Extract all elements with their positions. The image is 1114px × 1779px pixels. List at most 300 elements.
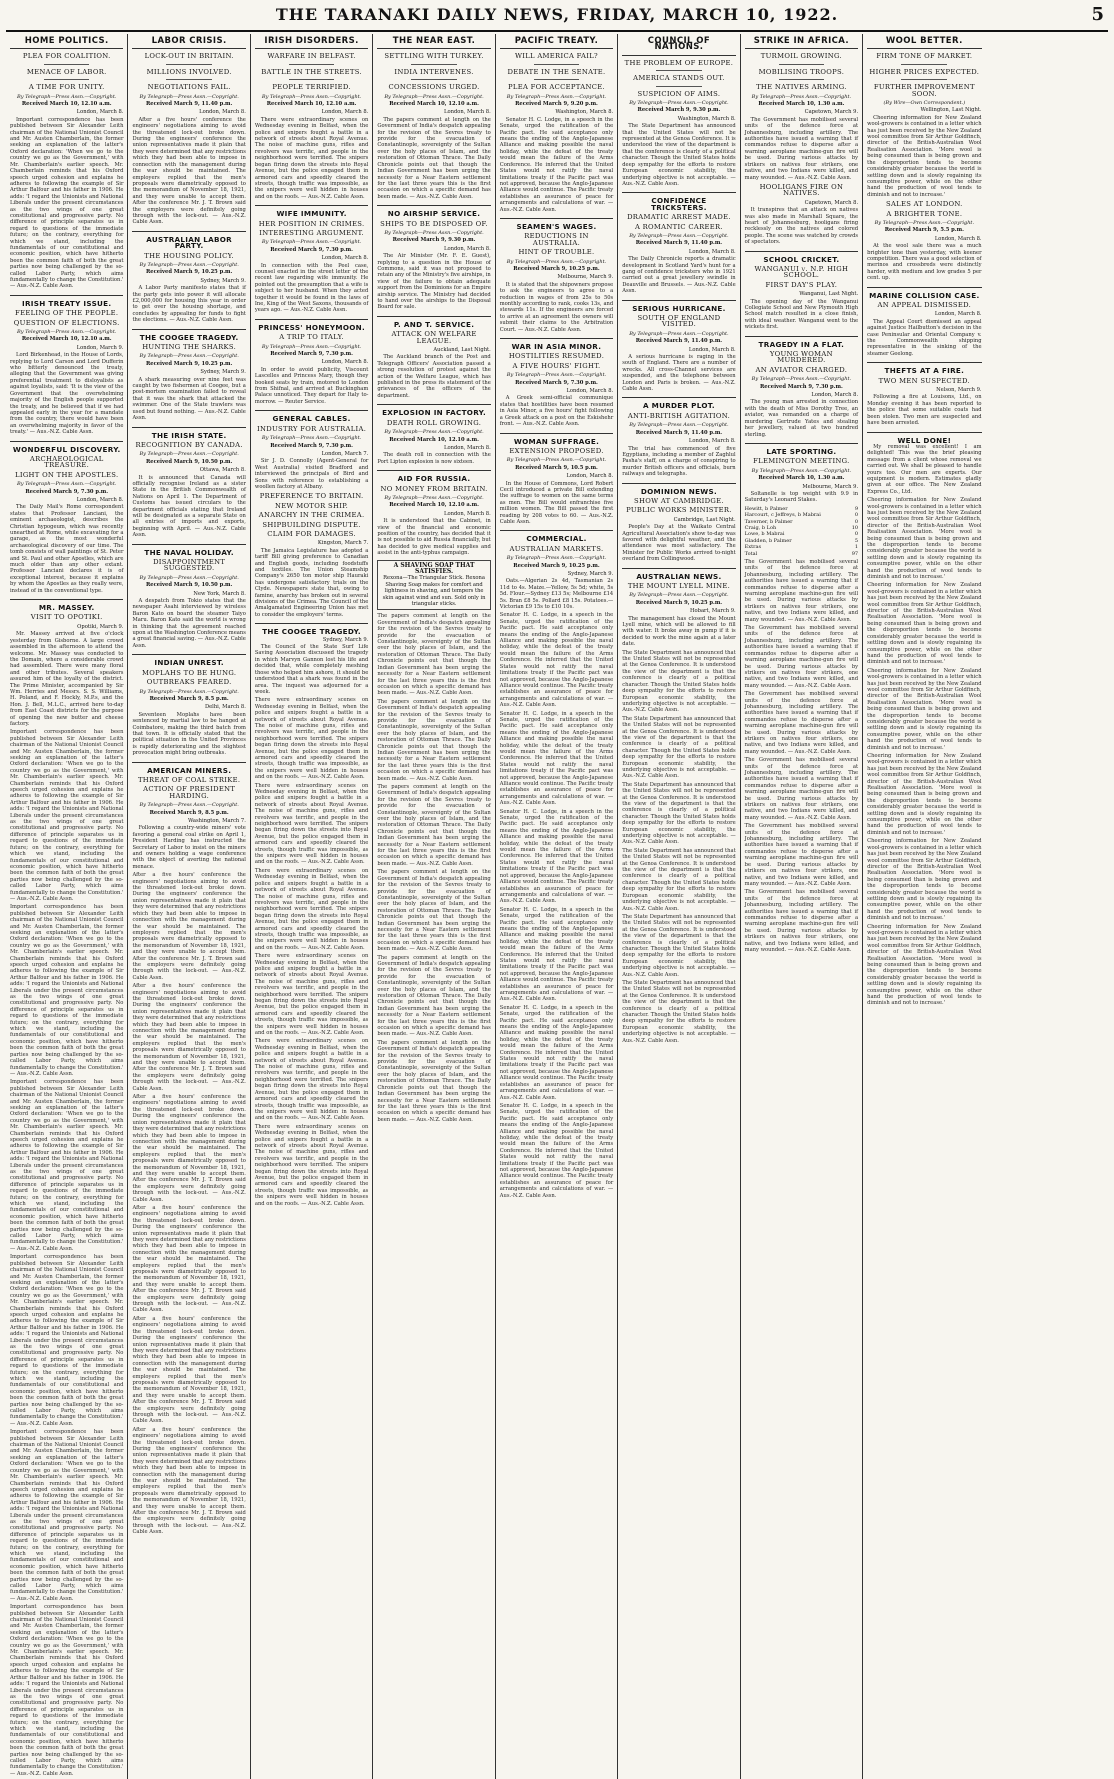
article-headline: DOMINION NEWS. xyxy=(622,483,735,495)
article-body: There were extraordinary scenes on Wednesday evening in Belfast, when the police and snipers fought a battle in a network of streets about Royal Avenue. The noise of machine guns, rifles and revolvers was terrific, and people in the neighborhood were terrified. The snipers began firing down the streets into Royal Avenue, but the police engaged them in armored cars and speedily cleared the streets, though traffic was impossible, as the snipers were well hidden in houses and on the roofs. — Aus.-N.Z. Cable Assn. xyxy=(254,1123,369,1207)
article-body: Cheering information for New Zealand wool-growers is contained in a letter which has just been received by the New Zealand wool committee from Sir Arthur Goldfinch, director of the British-Australian Wool Realisation Association. 'More wool is being consumed than is being grown and the disproportion tends to become considerably greater because the world is settling down and is slowly regaining its consumptive power, while on the other hand the production of wool tends to diminish and not to increase.' xyxy=(867,753,982,836)
headline-deck: HER POSITION IN CRIMES. xyxy=(258,219,365,228)
dateline: London, March 8. xyxy=(934,235,982,242)
received-time: Received March 9, 7.30 p.m. xyxy=(760,383,843,390)
article-body: The State Department has announced that the United States will not be represented at the Genoa Conference. It is understood the view of the department is that the conference is clearly of a political character. Though the United States holds deep sympathy for the efforts to restore European economic stability, the underlying objective is not acceptable. — Aus.-N.Z. Cable Assn. xyxy=(622,979,736,1044)
wire-byline: By Telegraph—Press Assn.—Copyright. xyxy=(506,372,607,379)
article-body: There were extraordinary scenes on Wednesday evening in Belfast, when the police and snipers fought a battle in a network of streets about Royal Avenue. The noise of machine guns, rifles and revolvers was terrific, and people in the neighborhood were terrified. The snipers began firing down the streets into Royal Avenue, but the police engaged them in armored cars and speedily cleared the streets, though traffic was impossible, as the snipers were well hidden in houses and on the roofs. — Aus.-N.Z. Cable Assn. xyxy=(254,116,369,200)
received-time: Received March 9, 10.25 p.m. xyxy=(513,265,600,272)
headline-deck: THE MOUNT LYELL MINE. xyxy=(627,582,731,590)
runs: 9 xyxy=(854,505,859,512)
wire-byline: By Telegraph—Press Assn.—Copyright. xyxy=(751,376,852,383)
dateline: London, March 8. xyxy=(321,109,369,116)
article-body: The State Department has announced that the United States will not be represented at the Genoa Conference. It is understood the view of the department is that the conference is clearly of a political character. Though the United States holds deep sympathy for the efforts to restore European economic stability, the underlying objective is not acceptable. — Aus.-N.Z. Cable Assn. xyxy=(622,781,736,846)
article-body: Cheering information for New Zealand wool-growers is contained in a letter which has just been received by the New Zealand wool committee from Sir Arthur Goldfinch, director of the British-Australian Wool Realisation Association. 'More wool is being consumed than is being grown and the disproportion tends to become considerably greater because the world is settling down and is slowly regaining its consumptive power, while on the other hand the production of wool tends to diminish and not to increase.' xyxy=(867,923,982,1007)
article-body: Sir J. D. Connolly (Agent-General for West Australia) visited Bradford and interviewed the principals of Bird and Sons with reference to establishing a woollen factory at Albany. xyxy=(254,458,369,490)
received-time: Received March 9, 10.25 p.m. xyxy=(145,360,233,367)
ad-headline: A SHAVING SOAP THAT SATISFIES. xyxy=(393,561,475,575)
article-headline: IRISH TREATY ISSUE. xyxy=(10,295,123,307)
article-body: The opening day of the Wanganui Collegiate School and New Plymouth High School match resulted in a close finish, with ideal weather. Wanganui went to the wickets first. xyxy=(744,298,859,331)
column-headline: HOME POLITICS. xyxy=(10,34,123,49)
headline-deck: PREFERENCE TO BRITAIN. xyxy=(259,492,364,501)
article-body: After a five hours' conference the engineers' negotiations aiming to avoid the threatened lock-out broke down. During the engineers' conference the union representatives made it plain that they were determined that any restrictions which they had been able to impose in connection with the management during the war should be maintained. The employers replied that the men's proposals were diametrically opposed to the memorandum of November 18, 1921, and they were unable to accept them. After the conference Mr. J. T. Brown said the employers were definitely going through with the lock-out. — Aus.-N.Z. Cable Assn. xyxy=(132,1426,246,1536)
received-time: Received March 10, 12.10 a.m. xyxy=(21,336,112,343)
article-body: Important correspondence has been published between Sir Alexander Leith chairman of the National Unionist Council and Mr. Austen Chamberlain, the former seeking an explanation of the latter's Oxford declaration: 'When we go to the country we go as the Government,' with Mr. Chamberlain's earlier speech. Mr. Chamberlain reminds that his Oxford speech urged cohesion and explains he adheres to following the example of Sir Arthur Balfour and his father in 1906. He adds: 'I regard the Unionists and National Liberals under the present circumstances as the two wings of one great constitutional and progressive party. No difference of principle separates us in regard to questions of the immediate future; on the contrary, everything for which we stand, including the fundamentals of our constitutional and economic position, which have hitherto been the common faith of both the great parties now being challenged by the so-called Labor Party, which aims fundamentally to change the Constitution.' — Aus.-N.Z. Cable Assn. xyxy=(10,1429,124,1602)
wire-byline: By Telegraph—Press Assn.—Copyright. xyxy=(506,555,607,562)
headline-deck: AUSTRALIAN MARKETS. xyxy=(509,544,604,553)
headline-deck: A TIME FOR UNITY. xyxy=(28,83,105,92)
headline-deck: FIRST DAY'S PLAY. xyxy=(765,280,838,289)
article-body: The State Department has announced that the United States will not be represented at the Genoa Conference. It is understood the view of the department is that the conference is clearly of a political character. Though the United States holds deep sympathy for the efforts to restore European economic stability, the underlying objective is not acceptable. — Aus.-N.Z. Cable Assn. xyxy=(622,913,736,978)
deck-divider xyxy=(166,79,211,80)
received-time: Received March 9, 5.5 p.m. xyxy=(884,227,964,234)
wire-byline: By Telegraph—Press Assn.—Copyright. xyxy=(139,93,239,100)
article-body: Cheering information for New Zealand wool-growers is contained in a letter which has just been received by the New Zealand wool committee from Sir Arthur Goldfinch, director of the British-Australian Wool Realisation Association. 'More wool is being consumed than is being grown and the disproportion tends to become considerably greater because the world is settling down and is slowly regaining its consumptive power, while on the other hand the production of wool tends to diminish and not to increase.' xyxy=(867,582,982,666)
dateline: Auckland, Last Night. xyxy=(433,347,491,354)
article-headline: THE COOGEE TRAGEDY. xyxy=(132,329,245,341)
wire-byline: By Telegraph—Press Assn.—Copyright. xyxy=(629,422,729,429)
article-body: The papers comment at length on the Government of India's despatch appealing for the revision of the Sevres treaty to provide for the evacuation of Constantinople, sovereignty of the Sultan over the holy places of Islam, and the restoration of Ottoman Thrace. The Daily Chronicle points out that though the Indian Government has been urging the necessity for a Near Eastern settlement for the last three years this is the first occasion on which a specific demand has been made. — Aus.-N.Z. Cable Assn. xyxy=(377,613,491,697)
dateline: Washington, March 8. xyxy=(677,115,736,122)
dateline: London, March 9. xyxy=(76,344,124,351)
article-body: The State Department has announced that the United States will not be represented at the Genoa Conference. It is understood the view of the department is that the conference is clearly of a political character. Though the United States holds deep sympathy for the efforts to restore European economic stability, the underlying objective is not acceptable. — Aus.-N.Z. Cable Assn. xyxy=(622,847,736,912)
wire-byline: By Telegraph—Press Assn.—Copyright. xyxy=(629,330,729,337)
headline-deck: ANARCHY IN THE CRIMEA. xyxy=(258,511,365,520)
dateline: Nelson, March 9. xyxy=(936,387,982,394)
wire-byline: By Telegraph—Press Assn.—Copyright. xyxy=(261,435,362,442)
headline-deck: TURMOIL GROWING. xyxy=(760,52,842,61)
article-body: Mr. Massey arrived at five o'clock yesterday from Gisborne. A large crowd assembled in the afternoon to attend the welcome. Mr. Massey was conducted to the Domain, where a considerable crowd had assembled. There were many floral and other tributes. Several speakers assured him of the loyalty of the district. The Prime Minister, accompanied by Sir Wm. Herries and Messrs. S. S. Williams, H. Poland, and F. Hockly, M.P.s, and the Hon. J. Bell, M.L.C., arrived here to-day from East Coast districts for the purpose of opening the new butter and cheese factory. xyxy=(10,631,124,727)
received-time: Received March 10, 1.30 a.m. xyxy=(758,475,845,482)
received-time: Received March 9, 10.50 p.m. xyxy=(145,582,233,589)
column-headline: WOOL BETTER. xyxy=(867,34,981,49)
headline-deck: SHIPBUILDING DISPUTE. xyxy=(262,520,361,529)
wire-byline: By Telegraph—Press Assn.—Copyright. xyxy=(17,329,117,336)
dateline: Sydney, March 9. xyxy=(322,636,369,643)
article-body: After a five hours' conference the engineers' negotiations aiming to avoid the threatened lock-out broke down. During the engineers' conference the union representatives made it plain that they were determined that any restrictions which they had been able to impose in connection with the management during the war should be maintained. The employers replied that the men's proposals were diametrically opposed to the memorandum of November 18, 1921, and they were unable to accept them. After the conference Mr. J. T. Brown said the employers were definitely going through with the lock-out. — Aus.-N.Z. Cable Assn. xyxy=(132,1315,246,1425)
article-body: Oats.—Algerian 2s 4d, Tasmanian 2s 11d to 4s. Maize.—Yellow, 5s 5d; white, 5s 5d. Flour.—Sydney £13 5s; Melbourne £14 5s. Bran £8 5s. Pollard £8 15s. Potatoes.—Victorian £9 15s to £10 10s. xyxy=(499,578,614,611)
headline-deck: HIGHER PRICES EXPECTED. xyxy=(869,67,980,76)
headline-deck: PLEA FOR COALITION. xyxy=(22,52,111,61)
article-body: A Greek semi-official communique states that hostilities have been resumed in Asia Minor, a five hours' fight following a Greek attack on a post on the Eskishehr front. — Aus.-N.Z. Cable Assn. xyxy=(499,395,614,428)
wire-byline: By Telegraph—Press Assn.—Copyright. xyxy=(139,353,239,360)
news-column xyxy=(373,34,495,1779)
runs: 1 xyxy=(854,544,859,551)
article-body: The management has closed the Mount Lyell mine, which will be allowed to fill with water. It broke away in pump if it is decided to work the mine again at a later date. xyxy=(622,615,736,648)
received-time: Received March 9, 10.25 p.m. xyxy=(145,269,233,276)
article-body: Seventeen Moplahs have been sentenced by martial law to be hanged at Coimbatore, making the third batch from that town. It is officially stated that the political situation in the United Provinces is rapidly deteriorating and the slightest provocation might bring outbreaks. xyxy=(132,711,246,757)
article-body: The Daily Chronicle reports a dramatic development in Scotland Yard's hunt for a gang of confidence tricksters who in 1921 carried out a great jewellery swindle in Deauville and Brussels. — Aus.-N.Z. Cable Assn. xyxy=(622,256,736,295)
dateline: London, March 8. xyxy=(688,248,736,255)
news-column xyxy=(128,34,250,1779)
column-headline: LABOR CRISIS. xyxy=(132,34,245,49)
article-body: Senator H. C. Lodge, in a speech in the Senate, urged the ratification of the Pacific pact. He said acceptance only means the ending of the Anglo-Japanese Alliance and making possible the naval holiday, while the defeat of the treaty would mean the failure of the Arms Conference. He inferred that the United States would not ratify the naval limitations treaty if the Pacific pact was not approved, because the Anglo-Japanese Alliance would continue. The Pacific treaty establishes an assurance of peace for arrangements and calculations of war. — Aus.-N.Z. Cable Assn. xyxy=(499,710,614,807)
received-time: Received March 10, 12.10 a.m. xyxy=(389,436,479,443)
dateline: London, March 8. xyxy=(688,346,736,353)
deck-divider xyxy=(656,70,701,71)
article-body: Important correspondence has been published between Sir Alexander Leith chairman of the National Unionist Council and Mr. Austen Chamberlain, the former seeking an explanation of the latter's Oxford declaration: 'When we go to the country we go as the Government,' with Mr. Chamberlain's earlier speech. Mr. Chamberlain reminds that his Oxford speech urged cohesion and explains he adheres to following the example of Sir Arthur Balfour and his father in 1906. He adds: 'I regard the Unionists and National Liberals under the present circumstances as the two wings of one great constitutional and progressive party. No difference of principle separates us in regard to questions of the immediate future; on the contrary, everything for which we stand, including the fundamentals of our constitutional and economic position, which have hitherto been the common faith of both the great parties now being challenged by the so-called Labor Party, which aims fundamentally to change the Constitution.' — Aus.-N.Z. Cable Assn. xyxy=(10,1254,124,1427)
article-headline: CONFIDENCE TRICKSTERS. xyxy=(622,192,735,211)
headline-deck: THE NATIVES ARMING. xyxy=(756,83,847,92)
column-headline: STRIKE IN AFRICA. xyxy=(745,34,858,49)
article-headline: WONDERFUL DISCOVERY. xyxy=(10,441,123,453)
headline-deck: REDUCTIONS IN AUSTRALIA. xyxy=(524,232,589,247)
article-body: The Government has mobilised several units of the defence force at Johannesburg, including artillery. The authorities have issued a warning that if commandos refuse to disperse after a warning aeroplane machine-gun fire will be used. During various attacks by strikers on natives four strikers, one native, and two Indians were killed, and many wounded. — Aus.-N.Z. Cable Assn. xyxy=(744,889,859,953)
headline-deck: AN APPEAL DISMISSED. xyxy=(877,301,972,309)
article-headline: AUSTRALIAN NEWS. xyxy=(622,568,735,580)
article-headline: INDIAN UNREST. xyxy=(132,654,245,666)
news-column xyxy=(6,34,128,1779)
headline-deck: PUBLIC WORKS MINISTER. xyxy=(626,506,732,515)
headline-deck: THREAT OF COAL STRIKE. xyxy=(137,775,241,784)
article-body: My removal was excellent! I am delighted! This was the brief pleasing message from a client whose removal we carried out. We shall be pleased to handle yours too. Our men are experts. Our equipment is modern. Estimates gladly given at our office. The New Zealand Express Co., Ltd. xyxy=(867,443,982,495)
wire-byline: By Telegraph—Press Assn.—Copyright. xyxy=(506,258,607,265)
article-body: After a five hours' conference the engineers' negotiations aiming to avoid the threatened lock-out broke down. During the engineers' conference the union representatives made it plain that they were determined that any restrictions which they had been able to impose in connection with the management during the war should be maintained. The employers replied that the men's proposals were diametrically opposed to the memorandum of November 18, 1921, and they were unable to accept them. After the conference Mr. J. T. Brown said the employers were definitely going through with the lock-out. — Aus.-N.Z. Cable Assn. xyxy=(132,1204,246,1314)
received-time: Received March 10, 12.10 a.m. xyxy=(21,101,112,108)
wire-byline: By Telegraph—Press Assn.—Copyright. xyxy=(384,229,484,236)
news-column xyxy=(863,34,985,1779)
dateline: London, March 8. xyxy=(444,444,491,451)
article-body: Cheering information for New Zealand wool-growers is contained in a letter which has just been received by the New Zealand wool committee from Sir Arthur Goldfinch, director of the British-Australian Wool Realisation Association. 'More wool is being consumed than is being grown and the disproportion tends to become considerably greater because the world is settling down and is slowly regaining its consumptive power, while on the other hand the production of wool tends to diminish and not to increase.' xyxy=(867,838,982,922)
wire-byline: By Telegraph—Press Assn.—Copyright. xyxy=(139,802,239,809)
dateline: London, March 8. xyxy=(811,392,859,399)
article-body: Senator H. C. Lodge, in a speech in the Senate, urged the ratification of the Pacific pact. He said acceptance only means the ending of the Anglo-Japanese Alliance and making possible the naval holiday, while the defeat of the treaty would mean the failure of the Arms Conference. He inferred that the United States would not ratify the naval limitations treaty if the Pacific pact was not approved, because the Anglo-Japanese Alliance would continue. The Pacific treaty establishes an assurance of peace for arrangements and calculations of war. — Aus.-N.Z. Cable Assn. xyxy=(499,1102,614,1199)
deck-divider xyxy=(166,64,211,65)
article-body: Senator H. C. Lodge, in a speech in the Senate, urged the ratification of the Pacific pact. He said acceptance only means the ending of the Anglo-Japanese Alliance and making possible the naval holiday, while the defeat of the treaty would mean the failure of the Arms Conference. He inferred that the United States would not ratify the naval limitations treaty if the Pacific pact was not approved, because the Anglo-Japanese Alliance would continue. The Pacific treaty establishes an assurance of peace for arrangements and calculations of war. — Aus.-N.Z. Cable Assn. xyxy=(499,612,614,709)
dateline: London, March 8. xyxy=(199,109,246,116)
wire-byline: By Telegraph—Press Assn.—Copyright. xyxy=(17,93,117,100)
deck-divider xyxy=(44,79,89,80)
article-body: The papers comment at length on the Government of India's despatch appealing for the revision of the Sevres treaty to provide for the evacuation of Constantinople, sovereignty of the Sultan over the holy places of Islam, and the restoration of Ottoman Thrace. The Daily Chronicle points out that though the Indian Government has been urging the necessity for a Near Eastern settlement for the last three years this is the first occasion on which a specific demand has been made. — Aus.-N.Z. Cable Assn. xyxy=(377,698,491,782)
dateline: London, March 8. xyxy=(444,510,491,517)
dateline: London, March 8. xyxy=(444,245,491,252)
headline-deck: MOPLAHS TO BE HUNG. xyxy=(142,668,237,677)
headline-deck: A FIVE HOURS' FIGHT. xyxy=(512,361,601,370)
received-time: Received March 9, 9.30 p.m. xyxy=(392,237,476,244)
headline-deck: ACTION OF PRESIDENT HARDING. xyxy=(143,785,236,800)
article-body: The papers comment at length on the Government of India's despatch appealing for the revision of the Sevres treaty to provide for the evacuation of Constantinople, sovereignty of the Sultan over the holy places of Islam, and the restoration of Ottoman Thrace. The Daily Chronicle points out that though the Indian Government has been urging the necessity for a Near Eastern settlement for the last three years this is the first occasion on which a specific demand has been made. — Aus.-N.Z. Cable Assn. xyxy=(377,116,491,200)
wire-byline: By Telegraph—Press Assn.—Copyright. xyxy=(384,93,484,100)
dateline: Wanganui, Last Night. xyxy=(799,291,859,298)
headline-deck: EXTENSION PROPOSED. xyxy=(509,446,604,455)
runs: 0 xyxy=(854,512,859,519)
dateline: London, March 8. xyxy=(566,473,614,480)
received-time: Received March 9, 11.40 p.m. xyxy=(635,240,723,247)
runs: 0 xyxy=(854,531,859,538)
article-body: Cheering information for New Zealand wool-growers is contained in a letter which has just been received by the New Zealand wool committee from Sir Arthur Goldfinch, director of the British-Australian Wool Realisation Association. 'More wool is being consumed than is being grown and the disproportion tends to become considerably greater because the world is settling down and is slowly regaining its consumptive power, while on the other hand the production of wool tends to diminish and not to increase.' xyxy=(867,497,982,581)
article-headline: P. AND T. SERVICE. xyxy=(377,316,490,328)
wire-byline: By Telegraph—Press Assn.—Copyright. xyxy=(629,592,729,599)
deck-divider xyxy=(534,79,579,80)
dateline: London, March 8. xyxy=(934,311,982,318)
article-body: The death roll in connection with the Port Lipton explosion is now sixteen. xyxy=(377,452,491,465)
ad-text: Rexona—The Triangular Stick. Rexona Shaving Soap makes for comfort and lightness in shaving, and tempers the skin against wind and sun. Sold only in triangular sticks. xyxy=(382,575,486,608)
wire-byline: By Telegraph—Press Assn.—Copyright. xyxy=(506,93,607,100)
wire-byline: By Telegraph—Press Assn.—Copyright. xyxy=(629,232,729,239)
article-body: The Government has mobilised several units of the defence force at Johannesburg, including artillery. The authorities have issued a warning that if commandos refuse to disperse after a warning aeroplane machine-gun fire will be used. During various attacks by strikers on natives four strikers, one native, and two Indians were killed, and many wounded. — Aus.-N.Z. Cable Assn. xyxy=(744,116,859,181)
article-body: The Government has mobilised several units of the defence force at Johannesburg, including artillery. The authorities have issued a warning that if commandos refuse to disperse after a warning aeroplane machine-gun fire will be used. During various attacks by strikers on natives four strikers, one native, and two Indians were killed, and many wounded. — Aus.-N.Z. Cable Assn. xyxy=(744,625,859,689)
column-headline: COUNCIL OF NATIONS. xyxy=(622,34,735,56)
received-time: Received March 9, 10.25 p.m. xyxy=(513,562,600,569)
article-body: It is announced that Canada will officially recognise Ireland as a sister State in the British Commonwealth of Nations on April 1. The Department of Customs has issued circulars to the department officials stating that Ireland will be designated as a separate State on all entries of imports and exports, beginning with April. — Aus.-N.Z. Cable Assn. xyxy=(132,474,246,539)
dateline: Washington, March 8. xyxy=(555,109,614,116)
headline-deck: SHIPS TO BE DISPOSED OF. xyxy=(380,219,488,228)
wire-byline: By Telegraph—Press Assn.—Copyright. xyxy=(506,457,607,464)
dateline: Hobart, March 9. xyxy=(690,608,736,615)
article-headline: WELL DONE! xyxy=(867,432,981,444)
article-body: Important correspondence has been published between Sir Alexander Leith chairman of the National Unionist Council and Mr. Austen Chamberlain, the former seeking an explanation of the latter's Oxford declaration: 'When we go to the country we go as the Government,' with Mr. Chamberlain's earlier speech. Mr. Chamberlain reminds that his Oxford speech urged cohesion and explains he adheres to following the example of Sir Arthur Balfour and his father in 1906. He adds: 'I regard the Unionists and National Liberals under the present circumstances as the two wings of one great constitutional and progressive party. No difference of principle separates us in regard to questions of the immediate future; on the contrary, everything for which we stand, including the fundamentals of our constitutional and economic position, which have hitherto been the common faith of both the great parties now being challenged by the so-called Labor Party, which aims fundamentally to change the Constitution.' — Aus.-N.Z. Cable Assn. xyxy=(10,729,124,902)
article-body: Senator H. C. Lodge, in a speech in the Senate, urged the ratification of the Pacific pact. He said acceptance only means the ending of the Anglo-Japanese Alliance and making possible the naval holiday, while the defeat of the treaty would mean the failure of the Arms Conference. He inferred that the United States would not ratify the naval limitations treaty if the Pacific pact was not approved, because the Anglo-Japanese Alliance would continue. The Pacific treaty establishes an assurance of peace for arrangements and calculations of war. — Aus.-N.Z. Cable Assn. xyxy=(499,906,614,1003)
headline-deck: TWO MEN SUSPECTED. xyxy=(878,376,970,385)
article-body: The Government has mobilised several units of the defence force at Johannesburg, including artillery. The authorities have issued a warning that if commandos refuse to disperse after a warning aeroplane machine-gun fire will be used. During various attacks by strikers on natives four strikers, one native, and two Indians were killed, and many wounded. — Aus.-N.Z. Cable Assn. xyxy=(744,691,859,755)
article-body: There were extraordinary scenes on Wednesday evening in Belfast, when the police and snipers fought a battle in a network of streets about Royal Avenue. The noise of machine guns, rifles and revolvers was terrific, and people in the neighborhood were terrified. The snipers began firing down the streets into Royal Avenue, but the police engaged them in armored cars and speedily cleared the streets, though traffic was impossible, as the snipers were well hidden in houses and on the roofs. — Aus.-N.Z. Cable Assn. xyxy=(254,867,369,951)
article-body: Important correspondence has been published between Sir Alexander Leith chairman of the National Unionist Council and Mr. Austen Chamberlain, the former seeking an explanation of the latter's Oxford declaration: 'When we go to the country we go as the Government,' with Mr. Chamberlain's earlier speech. Mr. Chamberlain reminds that his Oxford speech urged cohesion and explains he adheres to following the example of Sir Arthur Balfour and his father in 1906. He adds: 'I regard the Unionists and National Liberals under the present circumstances as the two wings of one great constitutional and progressive party. No difference of principle separates us in regard to questions of the immediate future; on the contrary, everything for which we stand, including the fundamentals of our constitutional and economic position, which have hitherto been the common faith of both the great parties now being challenged by the so-called Labor Party, which aims fundamentally to change the Constitution.' — Aus.-N.Z. Cable Assn. xyxy=(10,904,124,1077)
received-time: Received March 9, 7.30 p.m. xyxy=(270,351,353,358)
headline-deck: FLEMINGTON MEETING. xyxy=(753,457,850,466)
headline-deck: PEOPLE TERRIFIED. xyxy=(272,83,351,92)
article-headline: GENERAL CABLES. xyxy=(255,410,368,422)
received-time: Received March 9, 7.30 p.m. xyxy=(270,246,353,253)
article-headline: WOMAN SUFFRAGE. xyxy=(500,433,613,445)
headline-deck: DEATH ROLL GROWING. xyxy=(386,418,482,427)
article-body: There were extraordinary scenes on Wednesday evening in Belfast, when the police and snipers fought a battle in a network of streets about Royal Avenue. The noise of machine guns, rifles and revolvers was terrific, and people in the neighborhood were terrified. The snipers began firing down the streets into Royal Avenue, but the police engaged them in armored cars and speedily cleared the streets, though traffic was impossible, as the snipers were well hidden in houses and on the roofs. — Aus.-N.Z. Cable Assn. xyxy=(254,697,369,781)
headline-deck: HINT OF TROUBLE. xyxy=(518,248,595,257)
article-body: Cheering information for New Zealand wool-growers is contained in a letter which has just been received by the New Zealand wool committee from Sir Arthur Goldfinch, director of the British-Australian Wool Realisation Association. 'More wool is being consumed than is being grown and the disproportion tends to become considerably greater because the world is settling down and is slowly regaining its consumptive power, while on the other hand the production of wool tends to diminish and not to increase.' xyxy=(867,114,982,198)
received-time: Received March 9, 8.5 p.m. xyxy=(149,695,229,702)
article-headline: A MURDER PLOT. xyxy=(622,397,735,409)
wire-byline: By Telegraph—Press Assn.—Copyright. xyxy=(384,429,484,436)
received-time: Received March 9, 10.50 p.m. xyxy=(145,458,233,465)
article-headline: THE COOGEE TRAGEDY. xyxy=(255,623,368,635)
dateline: Capetown, March 8. xyxy=(804,199,859,206)
batsman: Hewitt, b Palmer xyxy=(744,505,788,512)
deck-divider xyxy=(656,86,701,87)
deck-divider xyxy=(289,64,334,65)
article-body: A serious hurricane is raging in the south of England. There are a number of wrecks. All cross-Channel services are suspended, and the telephone between London and Paris is broken. — Aus.-N.Z. Cable Assn. xyxy=(622,354,736,393)
deck-divider xyxy=(901,64,947,65)
article-body: Lord Birkenhead, in the House of Lords, replying to Lord Carson and Lord Dufferin who bitterly denounced the treaty, alleging that the Government was giving preferential treatment to disloyalists as against loyalists, said: 'It is the view of the Government that the overwhelming majority of the English people supported the treaty, and he believed that if we had appealed early in the year for a mandate from the country, there would have been an overwhelming majority in favor of the treaty.' — Aus.-N.Z. Cable Assn. xyxy=(10,352,124,436)
headline-deck: FIRM TONE OF MARKET. xyxy=(876,52,973,61)
article-headline: AMERICAN MINERS. xyxy=(132,762,245,774)
wire-byline: By Telegraph—Press Assn.—Copyright. xyxy=(751,93,852,100)
headline-deck: OUTBREAKS FEARED. xyxy=(146,678,232,687)
dateline: London, March 8. xyxy=(76,496,124,503)
dateline: Delhi, March 8. xyxy=(204,704,246,711)
article-body: The Auckland branch of the Post and Telegraph Officers' Association passed a strong resolution of protest against the action of the Welfare League, which has published in the press its statement of the grievances of the officers of the department. xyxy=(377,354,491,399)
article-body: The Government has mobilised several units of the defence force at Johannesburg, including artillery. The authorities have issued a warning that if commandos refuse to disperse after a warning aeroplane machine-gun fire will be used. During various attacks by strikers on natives four strikers, one native, and two Indians were killed, and many wounded. — Aus.-N.Z. Cable Assn. xyxy=(744,823,859,887)
dateline: New York, March 8. xyxy=(193,590,246,597)
article-headline: EXPLOSION IN FACTORY. xyxy=(377,404,490,416)
headline-deck: MOBILISING TROOPS. xyxy=(758,67,845,76)
received-time: Received March 9, 9.20 p.m. xyxy=(515,101,598,108)
received-time: Received March 9, 7.30 p.m. xyxy=(25,488,109,495)
article-body: There were extraordinary scenes on Wednesday evening in Belfast, when the police and snipers fought a battle in a network of streets about Royal Avenue. The noise of machine guns, rifles and revolvers was terrific, and people in the neighborhood were terrified. The snipers began firing down the streets into Royal Avenue, but the police engaged them in armored cars and speedily cleared the streets, though traffic was impossible, as the snipers were well hidden in houses and on the roofs. — Aus.-N.Z. Cable Assn. xyxy=(254,782,369,866)
deck-divider xyxy=(779,79,824,80)
headline-deck: LIGHT ON THE APOSTLES. xyxy=(15,470,119,479)
news-column xyxy=(496,34,618,1779)
article-body: There were extraordinary scenes on Wednesday evening in Belfast, when the police and snipers fought a battle in a network of streets about Royal Avenue. The noise of machine guns, rifles and revolvers was terrific, and people in the neighborhood were terrified. The snipers began firing down the streets into Royal Avenue, but the police engaged them in armored cars and speedily cleared the streets, though traffic was impossible, as the snipers were well hidden in houses and on the roofs. — Aus.-N.Z. Cable Assn. xyxy=(254,953,369,1037)
cricket-scores xyxy=(745,506,858,557)
batsman: Extras xyxy=(744,544,762,551)
batsman: Gladden, b Palmer xyxy=(744,537,792,544)
batsman: Craig, b Loh xyxy=(744,524,777,531)
article-body: Following a fire at Louisons, Ltd., on Monday evening it has been reported to the police that some suitable coats had been stolen. Two men are suspected and have been arrested. xyxy=(867,394,982,427)
headline-deck: PLEA FOR ACCEPTANCE. xyxy=(508,83,605,92)
article-body: The State Department has announced that the United States will not be represented at the Genoa Conference. It is understood the view of the department is that the conference is clearly of a political character. Though the United States holds deep sympathy for the efforts to restore European economic stability, the underlying objective is not acceptable. — Aus.-N.Z. Cable Assn. xyxy=(622,649,736,714)
headline-deck: DEBATE IN THE SENATE. xyxy=(507,67,606,76)
article-body: The papers comment at length on the Government of India's despatch appealing for the revision of the Sevres treaty to provide for the evacuation of Constantinople, sovereignty of the Sultan over the holy places of Islam, and the restoration of Ottoman Thrace. The Daily Chronicle points out that though the Indian Government has been urging the necessity for a Near Eastern settlement for the last three years this is the first occasion on which a specific demand has been made. — Aus.-N.Z. Cable Assn. xyxy=(377,869,491,953)
article-body: Important correspondence has been published between Sir Alexander Leith chairman of the National Unionist Council and Mr. Austen Chamberlain, the former seeking an explanation of the latter's Oxford declaration: 'When we go to the country we go as the Government,' with Mr. Chamberlain's earlier speech. Mr. Chamberlain reminds that his Oxford speech urged cohesion and explains he adheres to following the example of Sir Arthur Balfour and his father in 1906. He adds: 'I regard the Unionists and National Liberals under the present circumstances as the two wings of one great constitutional and progressive party. No difference of principle separates us in regard to questions of the immediate future; on the contrary, everything for which we stand, including the fundamentals of our constitutional and economic position, which have hitherto been the common faith of both the great parties now being challenged by the so-called Labor Party, which aims fundamentally to change the Constitution.' — Aus.-N.Z. Cable Assn. xyxy=(10,1604,124,1777)
article-body: Senator H. C. Lodge, in a speech in the Senate, urged the ratification of the Pacific pact. He said acceptance only means the ending of the Anglo-Japanese Alliance and making possible the naval holiday, while the defeat of the treaty would mean the failure of the Arms Conference. He inferred that the United States would not ratify the naval limitations treaty if the Pacific pact was not approved, because the Anglo-Japanese Alliance would continue. The Pacific treaty establishes an assurance of peace for arrangements and calculations of war. — Aus.-N.Z. Cable Assn. xyxy=(499,1004,614,1101)
headline-deck: MENACE OF LABOR. xyxy=(26,67,107,76)
headline-deck: A BRIGHTER TONE. xyxy=(886,209,963,218)
wire-byline: By Telegraph—Press Assn.—Copyright. xyxy=(874,219,975,226)
runs: 97 xyxy=(851,550,859,557)
article-body: Cheering information for New Zealand wool-growers is contained in a letter which has just been received by the New Zealand wool committee from Sir Arthur Goldfinch, director of the British-Australian Wool Realisation Association. 'More wool is being consumed than is being grown and the disproportion tends to become considerably greater because the world is settling down and is slowly regaining its consumptive power, while on the other hand the production of wool tends to diminish and not to increase.' xyxy=(867,667,982,751)
article-body: There were extraordinary scenes on Wednesday evening in Belfast, when the police and snipers fought a battle in a network of streets about Royal Avenue. The noise of machine guns, rifles and revolvers was terrific, and people in the neighborhood were terrified. The snipers began firing down the streets into Royal Avenue, but the police engaged them in armored cars and speedily cleared the streets, though traffic was impossible, as the snipers were well hidden in houses and on the roofs. — Aus.-N.Z. Cable Assn. xyxy=(254,1038,369,1122)
article-body: Important correspondence has been published between Sir Alexander Leith chairman of the National Unionist Council and Mr. Austen Chamberlain, the former seeking an explanation of the latter's Oxford declaration: 'When we go to the country we go as the Government,' with Mr. Chamberlain's earlier speech. Mr. Chamberlain reminds that his Oxford speech urged cohesion and explains he adheres to following the example of Sir Arthur Balfour and his father in 1906. He adds: 'I regard the Unionists and National Liberals under the present circumstances as the two wings of one great constitutional and progressive party. No difference of principle separates us in regard to questions of the immediate future; on the contrary, everything for which we stand, including the fundamentals of our constitutional and economic position, which have hitherto been the common faith of both the great parties now being challenged by the so-called Labor Party, which aims fundamentally to change the Constitution.' — Aus.-N.Z. Cable Assn. xyxy=(10,1079,124,1252)
article-body: At the wool sale there was a much brighter tone than yesterday, with keener competition. There was a good selection of merinos and crossbreds were distinctly harder, with medium and low grades 5 per cent. up. xyxy=(867,243,982,282)
article-body: The papers comment at length on the Government of India's despatch appealing for the revision of the Sevres treaty to provide for the evacuation of Constantinople, sovereignty of the Sultan over the holy places of Islam, and the restoration of Ottoman Thrace. The Daily Chronicle points out that though the Indian Government has been urging the necessity for a Near Eastern settlement for the last three years this is the first occasion on which a specific demand has been made. — Aus.-N.Z. Cable Assn. xyxy=(377,1039,491,1123)
news-column xyxy=(618,34,740,1779)
received-time: Received March 10, 1.30 a.m. xyxy=(758,101,845,108)
received-time: Received March 9, 9.30 p.m. xyxy=(637,107,721,114)
dateline: Sydney, March 9. xyxy=(200,277,246,284)
article-body: Senator H. C. Lodge, in a speech in the Senate, urged the ratification of the Pacific pact. He said acceptance only means the ending of the Anglo-Japanese Alliance and making possible the naval holiday, while the defeat of the treaty would mean the failure of the Arms Conference. He inferred that the United States would not ratify the naval limitations treaty if the Pacific pact was not approved, because the Anglo-Japanese Alliance would continue. The Pacific treaty establishes an assurance of peace for arrangements and calculations of war. — Aus.-N.Z. Cable Assn. xyxy=(499,116,614,213)
article-body: Important correspondence has been published between Sir Alexander Leith chairman of the National Unionist Council and Mr. Austen Chamberlain, the former seeking an explanation of the latter's Oxford declaration: 'When we go to the country we go as the Government,' with Mr. Chamberlain's earlier speech. Mr. Chamberlain reminds that his Oxford speech urged cohesion and explains he adheres to following the example of Sir Arthur Balfour and his father in 1906. He adds: 'I regard the Unionists and National Liberals under the present circumstances as the two wings of one great constitutional and progressive party. No difference of principle separates us in regard to questions of the immediate future; on the contrary, everything for which we stand, including the fundamentals of our constitutional and economic position, which have hitherto been the common faith of both the great parties now being challenged by the so-called Labor Party, which aims fundamentally to change the Constitution.' — Aus.-N.Z. Cable Assn. xyxy=(10,116,124,290)
article-body: The Government has mobilised several units of the defence force at Johannesburg, including artillery. The authorities have issued a warning that if commandos refuse to disperse after a warning aeroplane machine-gun fire will be used. During various attacks by strikers on natives four strikers, one native, and two Indians were killed, and many wounded. — Aus.-N.Z. Cable Assn. xyxy=(744,757,859,821)
article-body: The State Department has announced that the United States will not be represented at the Genoa Conference. It is understood the view of the department is that the conference is clearly of a political character. Though the United States holds deep sympathy for the efforts to restore European economic stability, the underlying objective is not acceptable. — Aus.-N.Z. Cable Assn. xyxy=(622,715,736,780)
runs: 5 xyxy=(854,537,859,544)
score-row xyxy=(745,551,858,557)
wire-byline: By Telegraph—Press Assn.—Copyright. xyxy=(384,494,484,501)
wire-byline: (By Wire—Own Correspondent.) xyxy=(883,100,966,107)
article-headline: THE NAVAL HOLIDAY. xyxy=(132,544,245,556)
dateline: Kingston, March 7. xyxy=(317,540,369,547)
article-body: Soltanelle is top weight with 9.9 in Saturday's Leonard Stakes. xyxy=(744,490,859,504)
article-body: It transpires that an attack on natives was also made in Marshall Square, the heart of Johannesburg, hooligans firing recklessly on the natives and colored people. The scene was watched by crowds of spectators. xyxy=(744,207,859,246)
headline-deck: THE PROBLEM OF EUROPE. xyxy=(624,58,734,67)
article-body: After a five hours' conference the engineers' negotiations aiming to avoid the threatened lock-out broke down. During the engineers' conference the union representatives made it plain that they were determined that any restrictions which they had been able to impose in connection with the management during the war should be maintained. The employers replied that the men's proposals were diametrically opposed to the memorandum of November 18, 1921, and they were unable to accept them. After the conference Mr. J. T. Brown said the employers were definitely going through with the lock-out. — Aus.-N.Z. Cable Assn. xyxy=(132,872,246,981)
article-headline: SCHOOL CRICKET. xyxy=(745,251,858,263)
headline-deck: HUNTING THE SHARKS. xyxy=(142,343,237,352)
article-body: The Government has mobilised several units of the defence force at Johannesburg, including artillery. The authorities have issued a warning that if commandos refuse to disperse after a warning aeroplane machine-gun fire will be used. During various attacks by strikers on natives four strikers, one native, and two Indians were killed, and many wounded. — Aus.-N.Z. Cable Assn. xyxy=(744,559,859,623)
article-body: The trial has commenced of five Egyptians, including a member of Zaghlul Pasha's staff, on a charge of conspiring to murder British officers and officials, burn railways and telegraphs. xyxy=(622,445,736,478)
received-time: Received March 9, 8.5 p.m. xyxy=(149,809,229,816)
headline-deck: LOCK-OUT IN BRITAIN. xyxy=(144,52,234,61)
article-body: The Jamaica Legislature has adopted a tariff Bill giving preference to Canadian and English goods, including foodstuffs and textiles. The Union Steamship Company's 2650 ton motor ship Hauraki has undergone satisfactory trials on the Clyde. Newspapers state that, owing to famine, anarchy has broken out in several divisions of the Crimea. The Council of the Amalgamated Engineering Union has met to consider the employers' terms. xyxy=(254,547,369,618)
batsman: Harcourt, c Jeffreys, b Mabrai xyxy=(744,512,821,519)
article-body: After a five hours' conference the engineers' negotiations aiming to avoid the threatened lock-out broke down. During the engineers' conference the union representatives made it plain that they were determined that any restrictions which they had been able to impose in connection with the management during the war should be maintained. The employers replied that the men's proposals were diametrically opposed to the memorandum of November 18, 1921, and they were unable to accept them. After the conference Mr. J. T. Brown said the employers were definitely going through with the lock-out. — Aus.-N.Z. Cable Assn. xyxy=(132,983,246,1092)
dateline: London, March 8. xyxy=(321,359,369,366)
dateline: London, March 8. xyxy=(76,109,124,116)
deck-divider xyxy=(534,64,579,65)
batsman: Total xyxy=(744,550,758,557)
dateline: London, March 8. xyxy=(688,438,736,445)
wire-byline: By Telegraph—Press Assn.—Copyright. xyxy=(751,467,852,474)
wire-byline: By Telegraph—Press Assn.—Copyright. xyxy=(139,574,239,581)
article-body: People's Day at the Waikato Central Agricultural Association's show to-day was favored with delightful weather, and the attendance was most satisfactory. The Minister for Public Works arrived to-night overland from Collingwood. xyxy=(622,524,736,563)
masthead xyxy=(6,0,1108,32)
column-headline: PACIFIC TREATY. xyxy=(500,34,613,49)
received-time: Received March 10, 12.10 a.m. xyxy=(266,101,357,108)
advertisement xyxy=(377,560,490,611)
received-time: Received March 9, 11.40 p.m. xyxy=(635,429,723,436)
article-headline: LATE SPORTING. xyxy=(745,443,858,455)
deck-divider xyxy=(411,79,456,80)
article-headline: WIFE IMMUNITY. xyxy=(255,205,368,217)
headline-deck: YOUNG WOMAN MURDERED. xyxy=(769,350,833,365)
received-time: Received March 10, 12.10 a.m. xyxy=(389,101,479,108)
headline-deck: AMERICA STANDS OUT. xyxy=(633,74,725,83)
article-body: In the House of Commons, Lord Robert Cecil introduced a private Bill extending the suffrage to women on the same terms as men. The Bill would enfranchise five million women. The Bill passed the first reading by 208 votes to 60. — Aus.-N.Z. Cable Assn. xyxy=(499,480,614,525)
headline-deck: ANTI-BRITISH AGITATION. xyxy=(627,411,731,420)
headline-deck: NEW MOTOR SHIP. xyxy=(275,501,349,510)
batsman: Taverner, b Palmer xyxy=(744,518,793,525)
article-headline: AID FOR RUSSIA. xyxy=(377,470,490,482)
runs: 10 xyxy=(851,524,859,531)
article-body: Following a country-wide miners' vote favoring a general coal strike on April 1, President Harding has instructed the Secretary of Labor to insist on the miners and owners holding a wage conference with the object of averting the national menace. xyxy=(132,825,246,870)
headline-deck: QUESTION OF ELECTIONS. xyxy=(13,318,120,327)
headline-deck: BATTLE IN THE STREETS. xyxy=(261,67,362,76)
article-headline: MR. MASSEY. xyxy=(10,599,123,611)
article-headline: TRAGEDY IN A FLAT. xyxy=(745,336,858,348)
article-body: A shark measuring over nine feet was caught by two fishermen at Coogee, but a post-mortem examination failed to reveal that it was the shark that attacked the swimmer. One of the State trawlers was used but found nothing. — Aus.-N.Z. Cable Assn. xyxy=(132,376,246,422)
headline-deck: DRAMATIC ARREST MADE. xyxy=(627,213,731,222)
headline-deck: SALES AT LONDON. xyxy=(886,200,963,209)
news-column xyxy=(251,34,373,1779)
headline-deck: HOOLIGANS FIRE ON NATIVES. xyxy=(759,182,844,198)
headline-deck: RECOGNITION BY CANADA. xyxy=(135,440,243,449)
dateline: Capetown, March 9. xyxy=(804,109,859,116)
headline-deck: SUSPICION OF AIMS. xyxy=(637,89,721,98)
news-column xyxy=(741,34,863,1779)
headline-deck: VISIT TO OPOTIKI. xyxy=(30,613,103,622)
wire-byline: By Telegraph—Press Assn.—Copyright. xyxy=(261,93,362,100)
headline-deck: SETTLING WITH TURKEY. xyxy=(384,52,484,61)
dateline: Melbourne, March 9. xyxy=(802,483,859,490)
headline-deck: SHOW AT CAMBRIDGE. xyxy=(634,496,724,505)
article-body: Senator H. C. Lodge, in a speech in the Senate, urged the ratification of the Pacific pact. He said acceptance only means the ending of the Anglo-Japanese Alliance and making possible the naval holiday, while the defeat of the treaty would mean the failure of the Arms Conference. He inferred that the United States would not ratify the naval limitations treaty if the Pacific pact was not approved, because the Anglo-Japanese Alliance would continue. The Pacific treaty establishes an assurance of peace for arrangements and calculations of war. — Aus.-N.Z. Cable Assn. xyxy=(499,808,614,905)
deck-divider xyxy=(411,64,456,65)
headline-deck: ARCHAEOLOGICAL TREASURE. xyxy=(29,454,104,470)
dateline: Ottawa, March 8. xyxy=(199,467,246,474)
wire-byline: By Telegraph—Press Assn.—Copyright. xyxy=(261,239,362,246)
article-body: It is stated that the shipowners propose to ask the engineers to agree to a reduction in wages of from 25s to 50s monthly according to rank, cooks 13s, and stewards 11s. If the engineers are forced to arrive at an agreement the owners will submit their claims to the Arbitration Court. — Aus.-N.Z. Cable Assn. xyxy=(499,281,614,333)
dateline: London, March 8. xyxy=(321,255,369,262)
dateline: London, March 8. xyxy=(444,109,491,116)
headline-deck: ATTACK ON WELFARE LEAGUE. xyxy=(391,330,477,345)
received-time: Received March 9, 11.40 p.m. xyxy=(145,101,233,108)
deck-divider xyxy=(779,64,824,65)
article-body: The State Department has announced that the United States will not be represented at the Genoa Conference. It is understood the view of the department is that the conference is clearly of a political character. Though the United States holds deep sympathy for the efforts to restore European economic stability, the underlying objective is not acceptable. — Aus.-N.Z. Cable Assn. xyxy=(622,123,736,187)
headline-deck: DISAPPOINTMENT SUGGESTED. xyxy=(153,558,226,573)
dateline: Sydney, March 9. xyxy=(567,571,614,577)
received-time: Received March 9, 10.5 p.m. xyxy=(515,464,598,471)
article-headline: AUSTRALIAN LABOR PARTY. xyxy=(132,231,245,250)
headline-deck: A ROMANTIC CAREER. xyxy=(634,222,723,231)
dateline: London, March 7. xyxy=(321,450,369,457)
headline-deck: AN AVIATOR CHARGED. xyxy=(755,365,848,374)
article-body: The papers comment at length on the Government of India's despatch appealing for the revision of the Sevres treaty to provide for the evacuation of Constantinople, sovereignty of the Sultan over the holy places of Islam, and the restoration of Ottoman Thrace. The Daily Chronicle points out that though the Indian Government has been urging the necessity for a Near Eastern settlement for the last three years this is the first occasion on which a specific demand has been made. — Aus.-N.Z. Cable Assn. xyxy=(377,784,491,867)
batsman: Lowe, b Mabrai xyxy=(744,531,785,538)
headline-deck: INDUSTRY FOR AUSTRALIA. xyxy=(257,424,367,433)
headline-deck: INDIA INTERVENES. xyxy=(394,67,474,76)
dateline: Cambridge, Last Night. xyxy=(673,516,736,523)
article-body: The Appeal Court dismissed an appeal against Justice Hailbutton's decision in the case Peninsular and Oriental Company v. the Commonwealth shipping representative in the sinking of the steamer Geelong. xyxy=(867,318,982,357)
article-headline: PRINCESS' HONEYMOON. xyxy=(255,319,368,331)
headline-deck: WANGANUI v. N.P. HIGH SCHOOL. xyxy=(754,264,849,280)
